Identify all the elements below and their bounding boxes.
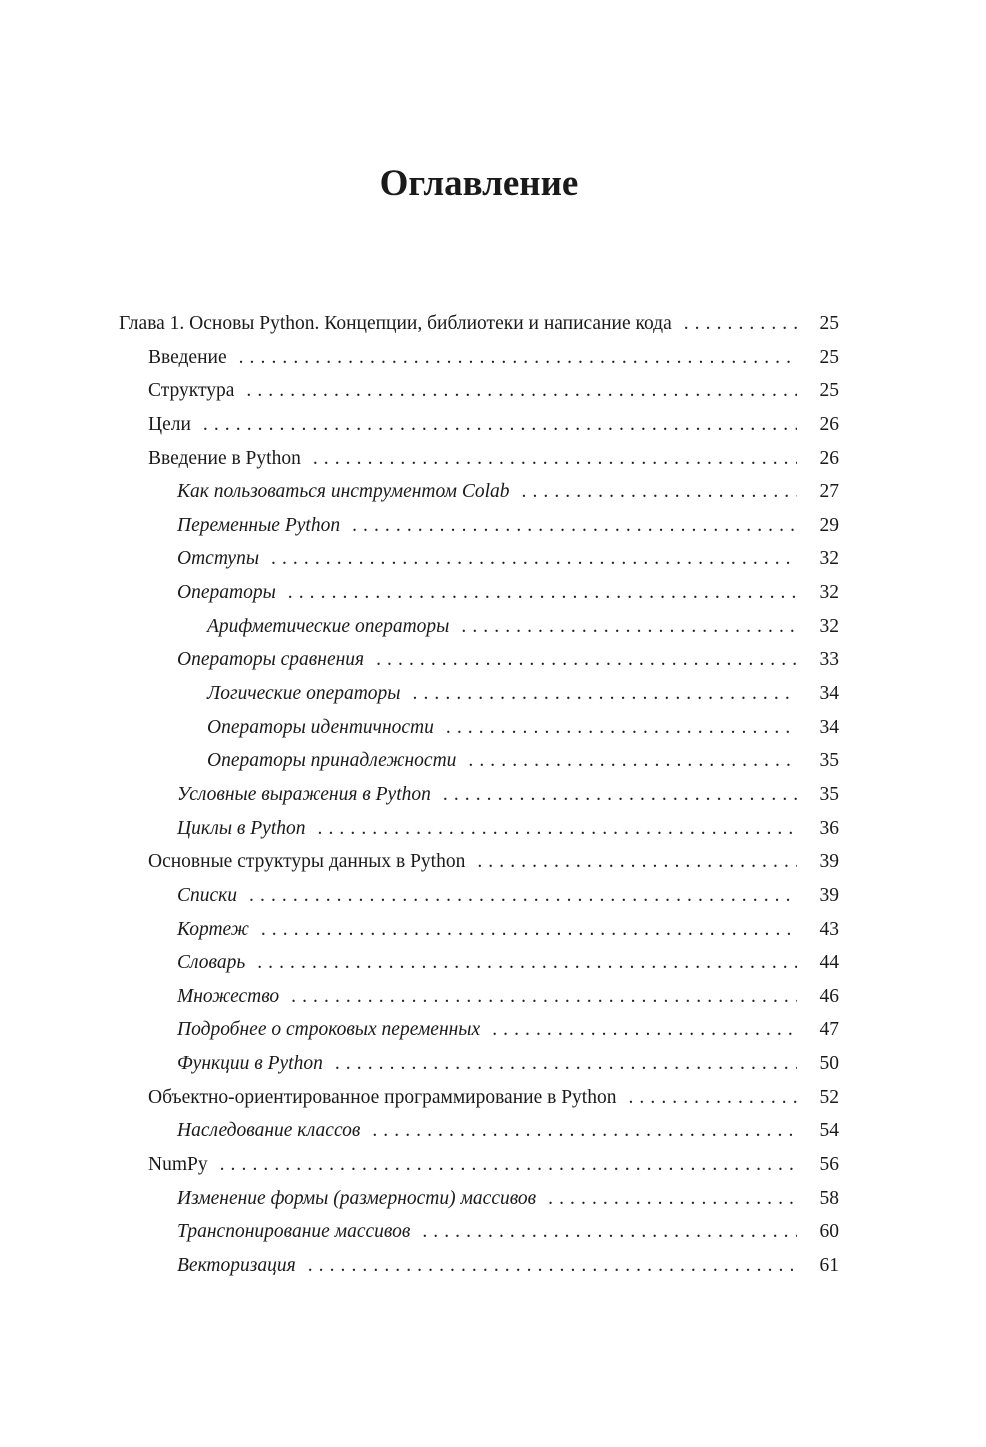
toc-page-number: 34 (819, 716, 839, 738)
toc-page-number: 39 (819, 851, 839, 873)
toc-dot-leader (372, 1114, 797, 1148)
toc-dot-leader (318, 812, 797, 846)
toc-page-number: 33 (819, 649, 839, 671)
toc-entry-title: Подробнее о строковых переменных (177, 1019, 481, 1041)
toc-dot-leader (628, 1081, 797, 1115)
toc-entry-title: Операторы сравнения (177, 649, 365, 671)
table-of-contents (119, 307, 839, 1283)
toc-page-number: 61 (819, 1254, 839, 1276)
toc-page-number: 29 (819, 514, 839, 536)
toc-dot-leader (477, 845, 797, 879)
toc-dot-leader (522, 475, 798, 509)
toc-entry-title: Операторы принадлежности (207, 750, 457, 772)
toc-entry[interactable] (119, 1081, 839, 1115)
toc-page-number: 26 (819, 413, 839, 435)
toc-page-number: 25 (819, 380, 839, 402)
toc-entry-title: Структура (148, 380, 235, 402)
toc-entry[interactable] (119, 1249, 839, 1283)
toc-entry-title: Списки (177, 884, 238, 906)
toc-entry-title: Операторы (177, 582, 276, 604)
toc-entry-title: Основные структуры данных в Python (148, 851, 466, 873)
toc-entry-title: Объектно-ориентированное программирование в Python (148, 1086, 617, 1108)
toc-entry[interactable] (119, 610, 839, 644)
toc-entry-title: Условные выражения в Python (177, 783, 431, 805)
toc-dot-leader (257, 946, 797, 980)
toc-entry-title: Словарь (177, 952, 246, 974)
toc-page-number: 39 (819, 884, 839, 906)
toc-page-number: 52 (819, 1086, 839, 1108)
toc-entry-title: Векторизация (177, 1254, 296, 1276)
toc-page-number: 32 (819, 582, 839, 604)
toc-dot-leader (261, 913, 797, 947)
toc-entry[interactable] (119, 374, 839, 408)
toc-dot-leader (548, 1182, 797, 1216)
toc-entry[interactable] (119, 677, 839, 711)
toc-entry-title: Операторы идентичности (207, 716, 434, 738)
toc-dot-leader (271, 542, 797, 576)
toc-dot-leader (446, 711, 797, 745)
toc-entry[interactable] (119, 1047, 839, 1081)
toc-entry[interactable] (119, 643, 839, 677)
toc-page-number: 32 (819, 615, 839, 637)
toc-entry[interactable] (119, 542, 839, 576)
toc-dot-leader (352, 509, 797, 543)
toc-entry[interactable] (119, 408, 839, 442)
toc-dot-leader (443, 778, 797, 812)
toc-page-number: 32 (819, 548, 839, 570)
toc-entry[interactable] (119, 475, 839, 509)
toc-entry[interactable] (119, 946, 839, 980)
toc-dot-leader (422, 1215, 797, 1249)
toc-dot-leader (220, 1148, 797, 1182)
toc-dot-leader (249, 879, 797, 913)
toc-entry[interactable] (119, 442, 839, 476)
toc-entry[interactable] (119, 744, 839, 778)
toc-dot-leader (413, 677, 797, 711)
toc-page-number: 34 (819, 683, 839, 705)
toc-entry[interactable] (119, 980, 839, 1014)
toc-dot-leader (313, 442, 797, 476)
toc-entry-title: Циклы в Python (177, 817, 306, 839)
toc-dot-leader (492, 1013, 797, 1047)
toc-entry-title: Наследование классов (177, 1120, 361, 1142)
toc-entry[interactable] (119, 1182, 839, 1216)
toc-entry-title: Транспонирование массивов (177, 1221, 411, 1243)
toc-page-number: 35 (819, 783, 839, 805)
toc-dot-leader (288, 576, 797, 610)
toc-entry[interactable] (119, 1215, 839, 1249)
toc-dot-leader (684, 307, 797, 341)
toc-entry-title: Глава 1. Основы Python. Концепции, библиотеки и написание кода (119, 313, 672, 334)
toc-entry-title: Цели (148, 413, 191, 435)
toc-entry[interactable] (119, 845, 839, 879)
toc-dot-leader (335, 1047, 797, 1081)
toc-page-number: 47 (819, 1019, 839, 1041)
toc-dot-leader (203, 408, 797, 442)
toc-dot-leader (468, 744, 797, 778)
toc-entry-title: Как пользоваться инструментом Colab (177, 481, 510, 503)
toc-entry[interactable] (119, 1148, 839, 1182)
toc-entry-chapter-1[interactable] (119, 307, 839, 341)
toc-entry-title: Изменение формы (размерности) массивов (177, 1187, 537, 1209)
toc-entry-title: Введение (148, 346, 227, 368)
toc-entry-title: NumPy (148, 1154, 208, 1176)
toc-page-number: 54 (819, 1120, 839, 1142)
toc-dot-leader (461, 610, 797, 644)
toc-page-number: 44 (819, 952, 839, 974)
toc-entry[interactable] (119, 1114, 839, 1148)
toc-entry[interactable] (119, 1013, 839, 1047)
toc-page-number: 56 (819, 1154, 839, 1176)
toc-entry[interactable] (119, 812, 839, 846)
toc-entry-title: Арифметические операторы (207, 615, 450, 637)
toc-entry-title: Кортеж (177, 918, 249, 940)
toc-page-number: 46 (819, 985, 839, 1007)
toc-page-number: 43 (819, 918, 839, 940)
toc-page-number: 60 (819, 1221, 839, 1243)
toc-dot-leader (291, 980, 797, 1014)
toc-entry[interactable] (119, 711, 839, 745)
toc-page-number: 35 (819, 750, 839, 772)
toc-page-number: 27 (819, 481, 839, 503)
toc-entry[interactable] (119, 778, 839, 812)
toc-page-number: 26 (819, 447, 839, 469)
toc-entry-title: Переменные Python (177, 514, 341, 536)
toc-entry-title: Введение в Python (148, 447, 301, 469)
toc-dot-leader (376, 643, 797, 677)
toc-entry[interactable] (119, 509, 839, 543)
toc-page-number: 58 (819, 1187, 839, 1209)
toc-entry-title: Логические операторы (207, 683, 401, 705)
toc-entry[interactable] (119, 341, 839, 375)
toc-page-number: 36 (819, 817, 839, 839)
toc-entry[interactable] (119, 913, 839, 947)
toc-dot-leader (239, 341, 797, 375)
toc-page-number: 50 (819, 1053, 839, 1075)
toc-entry-title: Множество (177, 985, 280, 1007)
toc-dot-leader (246, 374, 797, 408)
toc-entry[interactable] (119, 879, 839, 913)
toc-dot-leader (308, 1249, 797, 1283)
toc-entry-title: Отступы (177, 548, 260, 570)
toc-entry[interactable] (119, 576, 839, 610)
page-title: Оглавление (379, 163, 579, 204)
toc-entry-title: Функции в Python (177, 1053, 323, 1075)
toc-page-number: 25 (819, 346, 839, 368)
toc-page-number: 25 (819, 313, 839, 334)
